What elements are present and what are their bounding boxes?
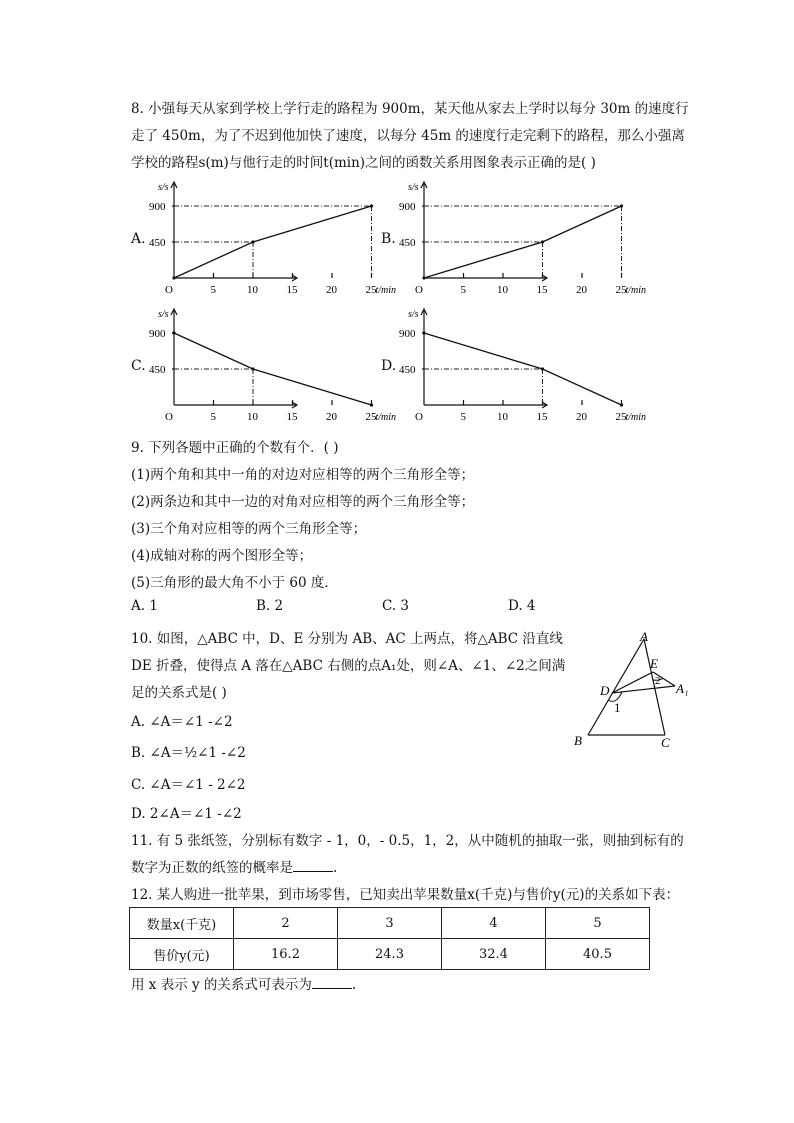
data-point <box>541 367 544 370</box>
y-tick-label: 450 <box>149 237 166 249</box>
answer-blank <box>293 859 333 872</box>
q10-line2: DE 折叠，使得点 A 落在△ABC 右侧的点A₁处，则∠A、∠1、∠2之间满 <box>131 658 566 674</box>
y-axis-label: s/s <box>408 309 419 320</box>
x-tick-label: 10 <box>247 411 258 423</box>
label-a1: A₁ <box>676 681 689 696</box>
chart-option-c <box>148 305 397 430</box>
q9-item: (3)三个角对应相等的两个三角形全等； <box>131 521 367 537</box>
q12-line1: 12. 某人购进一批苹果，到市场零售，已知卖出苹果数量x(千克)与售价y(元)的关系如下表： <box>131 887 680 903</box>
q9-item: (2)两条边和其中一边的对角对应相等的两个三角形全等； <box>131 494 475 510</box>
y-tick-label: 900 <box>399 201 416 213</box>
table-cell: 24.3 <box>338 939 442 970</box>
y-tick-label: 900 <box>399 328 416 340</box>
table-cell: 售价y(元) <box>130 939 234 970</box>
option-d-label: D. <box>381 358 397 374</box>
data-point <box>370 204 373 207</box>
x-axis-label: t/min <box>625 412 647 423</box>
option-b-label: B. <box>381 231 396 247</box>
triangle-fold-figure <box>568 625 708 753</box>
q9-stem: 9. 下列各题中正确的个数有个．( ) <box>131 440 339 456</box>
x-tick-label: 5 <box>460 284 466 296</box>
q11-line2-wrap: 数字为正数的纸签的概率是 . <box>131 860 338 876</box>
label-b: B <box>574 733 582 748</box>
q12-after-wrap: 用 x 表示 y 的关系式可表示为 . <box>131 977 357 993</box>
table-row <box>130 908 650 939</box>
data-point <box>541 240 544 243</box>
x-tick-label: 20 <box>326 411 337 423</box>
data-point <box>620 204 623 207</box>
table-cell: 2 <box>234 908 338 939</box>
q9-item: (5)三角形的最大角不小于 60 度． <box>131 575 338 591</box>
series-line <box>424 333 622 405</box>
x-axis-label: t/min <box>375 285 397 296</box>
q9-item: (1)两个角和其中一角的对边对应相等的两个三角形全等； <box>131 467 475 483</box>
q9-choice-c: C. 3 <box>382 598 410 614</box>
x-tick-label: O <box>415 284 423 296</box>
table-cell: 16.2 <box>234 939 338 970</box>
x-axis-label: t/min <box>625 285 647 296</box>
q8-line2: 走了 450m，为了不迟到他加快了速度，以每分 45m 的速度行走完剩下的路程，那么小强离 <box>131 128 685 144</box>
series-line <box>174 333 372 405</box>
x-tick-label: 20 <box>576 284 587 296</box>
data-point <box>251 240 254 243</box>
q10-line3: 足的关系式是( ) <box>131 685 227 701</box>
x-tick-label: O <box>165 284 173 296</box>
data-point <box>422 331 425 334</box>
x-tick-label: 20 <box>326 284 337 296</box>
series-line <box>174 206 372 278</box>
answer-blank <box>312 976 352 989</box>
side-ab <box>588 639 644 735</box>
q9-choice-b: B. 2 <box>256 598 284 614</box>
table-cell: 32.4 <box>442 939 546 970</box>
table-cell: 40.5 <box>546 939 650 970</box>
chart-option-d <box>398 305 647 430</box>
q8-line1: 8. 小强每天从家到学校上学行走的路程为 900m，某天他从家去上学时以每分 30m 的速度行 <box>131 101 689 117</box>
label-angle-1: 1 <box>614 700 621 715</box>
q11-line1: 11. 有 5 张纸签，分别标有数字 - 1，0，- 0.5，1，2，从中随机的抽取一张，则抽到标有的 <box>131 833 684 849</box>
y-tick-label: 450 <box>149 364 166 376</box>
data-point <box>172 331 175 334</box>
option-a-label: A. <box>131 231 146 247</box>
x-tick-label: 15 <box>286 411 298 423</box>
label-e: E <box>650 656 658 671</box>
label-c: C <box>661 735 670 750</box>
q9-choice-a: A. 1 <box>131 598 158 614</box>
y-tick-label: 450 <box>399 364 416 376</box>
data-point <box>620 403 623 406</box>
y-tick-label: 900 <box>149 201 166 213</box>
y-tick-label: 450 <box>399 237 416 249</box>
x-tick-label: 10 <box>497 411 508 423</box>
label-angle-2: 2 <box>655 675 661 687</box>
y-axis-label: s/s <box>158 182 169 193</box>
q10-choice-a: A. ∠A＝∠1 -∠2 <box>131 714 233 730</box>
x-tick-label: 5 <box>210 411 216 423</box>
y-tick-label: 900 <box>149 328 166 340</box>
x-tick-label: 25 <box>365 284 377 296</box>
x-tick-label: 25 <box>615 411 627 423</box>
x-axis-label: t/min <box>375 412 397 423</box>
chart-option-b <box>398 178 647 303</box>
q9-choice-d: D. 4 <box>508 598 536 614</box>
data-point <box>370 403 373 406</box>
label-a: A <box>640 629 648 644</box>
chart-option-a <box>148 178 397 303</box>
label-d: D <box>600 683 610 698</box>
x-tick-label: 5 <box>460 411 466 423</box>
x-tick-label: 15 <box>536 284 548 296</box>
q10-choice-c: C. ∠A＝∠1 - 2∠2 <box>131 777 246 793</box>
table-cell: 5 <box>546 908 650 939</box>
q11-line2: 数字为正数的纸签的概率是 <box>131 860 293 876</box>
x-tick-label: 10 <box>497 284 508 296</box>
x-tick-label: 10 <box>247 284 258 296</box>
series-line <box>424 206 622 278</box>
q8-line3: 学校的路程s(m)与他行走的时间t(min)之间的函数关系用图象表示正确的是( ) <box>131 155 596 171</box>
q10-choice-b: B. ∠A＝½∠1 -∠2 <box>131 745 246 761</box>
x-tick-label: 5 <box>210 284 216 296</box>
x-tick-label: 15 <box>286 284 298 296</box>
segment-da1 <box>612 686 675 693</box>
option-c-label: C. <box>131 358 146 374</box>
q12-after: 用 x 表示 y 的关系式可表示为 <box>131 977 312 993</box>
q9-item: (4)成轴对称的两个图形全等； <box>131 548 313 564</box>
table-cell: 4 <box>442 908 546 939</box>
table-cell: 3 <box>338 908 442 939</box>
data-table <box>129 907 650 970</box>
y-axis-label: s/s <box>158 309 169 320</box>
data-point <box>172 276 175 279</box>
x-tick-label: 20 <box>576 411 587 423</box>
q10-line1: 10. 如图，△ABC 中，D、E 分别为 AB、AC 上两点，将△ABC 沿直线 <box>131 631 563 647</box>
x-tick-label: 25 <box>365 411 377 423</box>
data-point <box>422 276 425 279</box>
table-row <box>130 939 650 970</box>
x-tick-label: 15 <box>536 411 548 423</box>
q10-choice-d: D. 2∠A＝∠1 -∠2 <box>131 806 242 822</box>
x-tick-label: O <box>415 411 423 423</box>
data-point <box>251 367 254 370</box>
x-tick-label: 25 <box>615 284 627 296</box>
table-cell: 数量x(千克) <box>130 908 234 939</box>
x-tick-label: O <box>165 411 173 423</box>
y-axis-label: s/s <box>408 182 419 193</box>
